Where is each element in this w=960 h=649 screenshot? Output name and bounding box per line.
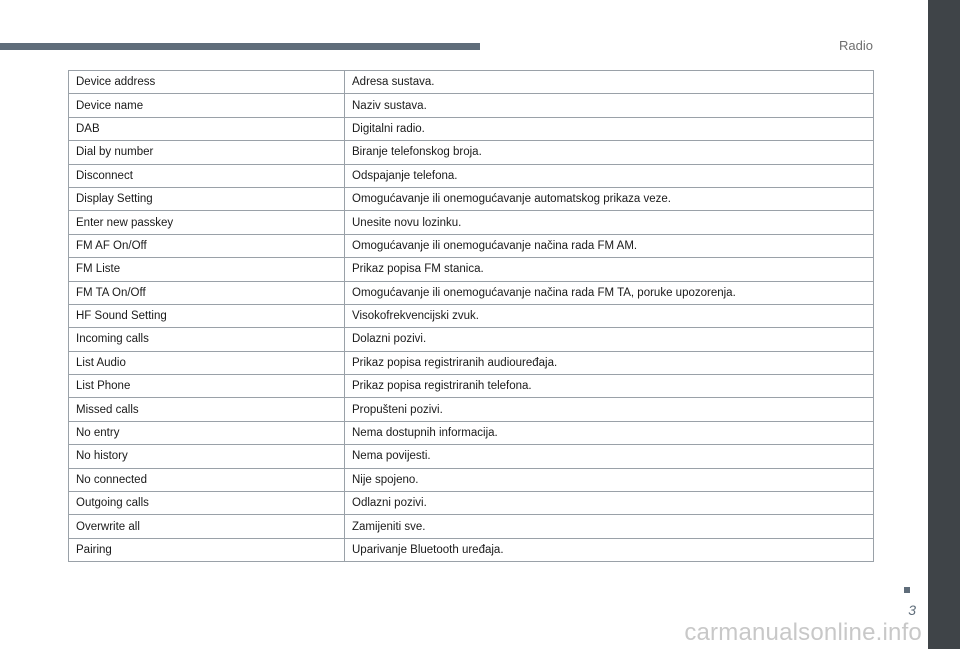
translation-cell: Propušteni pozivi.	[345, 398, 874, 421]
table-row	[69, 258, 874, 281]
term-cell: No connected	[69, 468, 345, 491]
term-cell: Outgoing calls	[69, 492, 345, 515]
table-row	[69, 375, 874, 398]
table-row	[69, 398, 874, 421]
translation-cell: Omogućavanje ili onemogućavanje načina rada FM TA, poruke upozorenja.	[345, 281, 874, 304]
translation-cell: Naziv sustava.	[345, 94, 874, 117]
term-cell: Disconnect	[69, 164, 345, 187]
table-row	[69, 234, 874, 257]
term-cell: Enter new passkey	[69, 211, 345, 234]
table-row	[69, 445, 874, 468]
table-row	[69, 538, 874, 561]
header-rule	[0, 43, 480, 50]
translation-cell: Adresa sustava.	[345, 71, 874, 94]
glossary-body	[69, 71, 874, 562]
term-cell: HF Sound Setting	[69, 304, 345, 327]
translation-cell: Dolazni pozivi.	[345, 328, 874, 351]
table-row	[69, 421, 874, 444]
section-title: Radio	[839, 38, 873, 53]
translation-cell: Nema povijesti.	[345, 445, 874, 468]
table-row	[69, 304, 874, 327]
translation-cell: Visokofrekvencijski zvuk.	[345, 304, 874, 327]
translation-cell: Nema dostupnih informacija.	[345, 421, 874, 444]
term-cell: Pairing	[69, 538, 345, 561]
glossary-table	[68, 70, 874, 562]
term-cell: List Audio	[69, 351, 345, 374]
term-cell: Missed calls	[69, 398, 345, 421]
table-row	[69, 492, 874, 515]
term-cell: No history	[69, 445, 345, 468]
translation-cell: Nije spojeno.	[345, 468, 874, 491]
term-cell: FM AF On/Off	[69, 234, 345, 257]
term-cell: FM TA On/Off	[69, 281, 345, 304]
table-row	[69, 211, 874, 234]
term-cell: Overwrite all	[69, 515, 345, 538]
translation-cell: Odlazni pozivi.	[345, 492, 874, 515]
translation-cell: Biranje telefonskog broja.	[345, 141, 874, 164]
table-row	[69, 164, 874, 187]
term-cell: DAB	[69, 117, 345, 140]
table-row	[69, 328, 874, 351]
translation-cell: Zamijeniti sve.	[345, 515, 874, 538]
table-row	[69, 141, 874, 164]
table-row	[69, 515, 874, 538]
table-row	[69, 281, 874, 304]
side-bar	[928, 0, 960, 649]
term-cell: Device address	[69, 71, 345, 94]
table-row	[69, 351, 874, 374]
table-row	[69, 94, 874, 117]
translation-cell: Odspajanje telefona.	[345, 164, 874, 187]
term-cell: No entry	[69, 421, 345, 444]
translation-cell: Omogućavanje ili onemogućavanje načina rada FM AM.	[345, 234, 874, 257]
translation-cell: Digitalni radio.	[345, 117, 874, 140]
page-marker	[904, 587, 910, 593]
term-cell: Incoming calls	[69, 328, 345, 351]
translation-cell: Prikaz popisa registriranih audiouređaja.	[345, 351, 874, 374]
term-cell: List Phone	[69, 375, 345, 398]
translation-cell: Unesite novu lozinku.	[345, 211, 874, 234]
watermark: carmanualsonline.info	[684, 619, 922, 646]
term-cell: Display Setting	[69, 187, 345, 210]
table-row	[69, 187, 874, 210]
page-number: 3	[908, 602, 916, 618]
translation-cell: Prikaz popisa FM stanica.	[345, 258, 874, 281]
table-row	[69, 117, 874, 140]
translation-cell: Prikaz popisa registriranih telefona.	[345, 375, 874, 398]
term-cell: Dial by number	[69, 141, 345, 164]
translation-cell: Omogućavanje ili onemogućavanje automatskog prikaza veze.	[345, 187, 874, 210]
term-cell: FM Liste	[69, 258, 345, 281]
translation-cell: Uparivanje Bluetooth uređaja.	[345, 538, 874, 561]
table-row	[69, 468, 874, 491]
term-cell: Device name	[69, 94, 345, 117]
table-row	[69, 71, 874, 94]
